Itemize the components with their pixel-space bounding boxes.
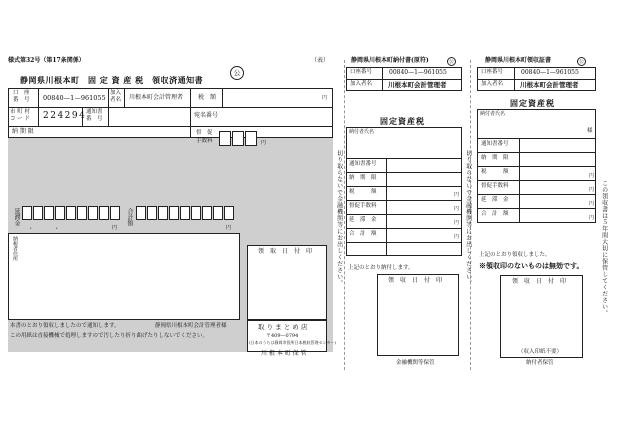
mid-storage-note: 金融機関等保管 <box>396 360 435 366</box>
reminder-fee-label: 督 促 手数料 <box>196 130 213 144</box>
mid-receipt-stamp-label: 領 収 日 付 印 <box>388 277 443 284</box>
mid-row-label: 税 額 <box>349 189 377 195</box>
yen-unit: 円 <box>226 225 232 231</box>
digit-box[interactable] <box>66 206 76 220</box>
mid-tax-title: 固定資産税 <box>380 116 425 126</box>
fee-digit-box[interactable] <box>219 131 231 146</box>
digit-box[interactable] <box>191 206 201 220</box>
mid-receipt-stamp-box <box>377 274 459 356</box>
stamp-duty-note: （収入印紙不要） <box>518 349 563 355</box>
subscriber-label: 加入 者名 <box>110 90 122 104</box>
digit-box[interactable] <box>180 206 190 220</box>
digit-box[interactable] <box>202 206 212 220</box>
right-payer-label: 納付者氏名 <box>480 111 506 117</box>
mid-subscriber-value: 川根本町会計管理者 <box>388 81 447 89</box>
honorific: 様 <box>587 128 593 134</box>
seal-mark: 公 <box>448 59 454 65</box>
mid-payer-label: 納付者氏名 <box>349 129 375 135</box>
receipt-stamp-label: 領 取 日 付 印 <box>258 248 313 255</box>
mid-row-label: 納 期 限 <box>349 175 377 181</box>
yen-unit: 円 <box>589 187 595 193</box>
right-account-value: 00840—1—961055 <box>521 69 579 76</box>
yen-unit: 円 <box>589 173 595 179</box>
mid-payment-statement: 上記のとおり納付します。 <box>348 265 414 271</box>
seal-mark: 公 <box>578 59 584 65</box>
late-fee-label: 延滞金 <box>13 208 20 226</box>
digit-box[interactable] <box>224 206 234 220</box>
yen-unit: 円 <box>322 95 328 101</box>
form-number: 様式第32号（第17条関係） <box>8 57 85 64</box>
comma-marks: ,, <box>30 223 82 230</box>
right-row-label: 延 滞 金 <box>481 197 509 203</box>
yen-unit: 円 <box>454 192 460 198</box>
digit-box[interactable] <box>77 206 87 220</box>
validity-warning: ※領収印のないものは無効です。 <box>479 261 584 270</box>
mid-account-value: 00840—1—961055 <box>389 69 447 76</box>
right-receipt-statement: 上記のとおり領収しました。 <box>479 252 551 258</box>
digit-box[interactable] <box>136 206 146 220</box>
digit-box[interactable] <box>44 206 54 220</box>
mid-row-label: 延 滞 金 <box>349 217 377 223</box>
digit-box[interactable] <box>22 206 32 220</box>
fee-digit-box[interactable] <box>245 131 257 146</box>
receipt-notice: 本書のとおり領収しましたので通知します。 <box>10 323 120 329</box>
taxpayer-address-box <box>8 233 240 320</box>
account-number-label: 口 座 番 号 <box>13 90 30 104</box>
front-marker: （表） <box>311 57 330 64</box>
yen-unit: 円 <box>454 220 460 226</box>
mid-subscriber-label: 加入者名 <box>350 81 373 87</box>
due-date-label: 納 期 限 <box>12 128 34 135</box>
fee-digit-box[interactable] <box>232 131 244 146</box>
taxpayer-address-label: 納税者住所 <box>12 236 18 261</box>
right-account-label: 口座番号 <box>481 69 504 75</box>
municipality-code-label: 市 町 村 コ ー ド <box>10 109 30 123</box>
collection-bank-label: 取 り ま と め 店 <box>258 323 308 331</box>
stub-title-original: 静岡県川根本町納付書(原符) <box>351 57 429 64</box>
cutoff-note-mid: 切り取らないで金融機関等にお出しください。 <box>464 150 472 287</box>
address-number-label: 宛名番号 <box>194 112 219 119</box>
yen-unit: 円 <box>589 215 595 221</box>
postal-code: 〒409—0794 <box>266 333 299 339</box>
right-row-label: 納 期 限 <box>481 155 509 161</box>
right-row-label: 税 額 <box>481 169 509 175</box>
right-storage-note: 納付者保管 <box>526 360 554 366</box>
yen-unit: 円 <box>112 225 118 231</box>
digit-box[interactable] <box>88 206 98 220</box>
digit-box[interactable] <box>110 206 120 220</box>
stub-title-receipt: 静岡県川根本町領収証書 <box>485 57 552 64</box>
mid-row-label: 通知書番号 <box>349 161 377 167</box>
right-row-label: 合 計 額 <box>481 211 509 217</box>
subscriber-value: 川根本町会計管理者 <box>129 94 184 101</box>
notice-number-label: 通知書 番 号 <box>86 109 103 123</box>
yen-unit: 円 <box>261 140 267 146</box>
digit-box[interactable] <box>147 206 157 220</box>
page-title: 静岡県川根本町 固 定 資 産 税 領収済通知書 <box>20 75 204 85</box>
mid-account-label: 口座番号 <box>350 69 373 75</box>
center-address: (日本のうちは静岡市役所日本税収管理センター) <box>249 340 336 345</box>
yen-unit: 円 <box>454 234 460 240</box>
municipality-code-value: 224294 <box>43 111 87 121</box>
yen-unit: 円 <box>454 206 460 212</box>
perforation-line <box>344 60 345 370</box>
tax-amount-label: 税 額 <box>198 94 217 101</box>
right-subscriber-label: 加入者名 <box>481 81 504 87</box>
digit-box[interactable] <box>213 206 223 220</box>
treasurer-name: 静岡県川根本町会計管理者様 <box>155 323 227 329</box>
right-receipt-stamp-label: 領 収 日 付 印 <box>512 278 567 285</box>
right-row-label: 督促手数料 <box>481 183 509 189</box>
right-row-label: 通知書番号 <box>481 141 509 147</box>
digit-box[interactable] <box>99 206 109 220</box>
digit-box[interactable] <box>169 206 179 220</box>
right-tax-title: 固定資産税 <box>510 98 555 108</box>
cutoff-note-left: 切り取らないで金融機関等にお出しください。 <box>335 150 343 287</box>
digit-box[interactable] <box>55 206 65 220</box>
left-storage-note: 川 根 本 町 保 管 <box>261 350 307 357</box>
digit-box[interactable] <box>158 206 168 220</box>
mid-row-label: 合 計 額 <box>349 231 377 237</box>
right-subscriber-value: 川根本町会計管理者 <box>520 81 579 89</box>
handling-note: この用紙は直接機械で処理しますので汚したり折り曲げたりしないでください。 <box>10 333 209 339</box>
account-number-value: 00840—1—961055 <box>43 94 106 102</box>
mid-row-label: 督促手数料 <box>349 203 377 209</box>
receipt-stamp-box <box>247 245 327 320</box>
keep-note-right: この領収書は５年間大切に保管してください。 <box>600 180 608 317</box>
yen-unit: 円 <box>589 201 595 207</box>
digit-box[interactable] <box>33 206 43 220</box>
seal-mark: 公 <box>230 66 244 80</box>
total-label: 合計額 <box>126 208 133 226</box>
right-receipt-stamp-box <box>500 275 583 358</box>
